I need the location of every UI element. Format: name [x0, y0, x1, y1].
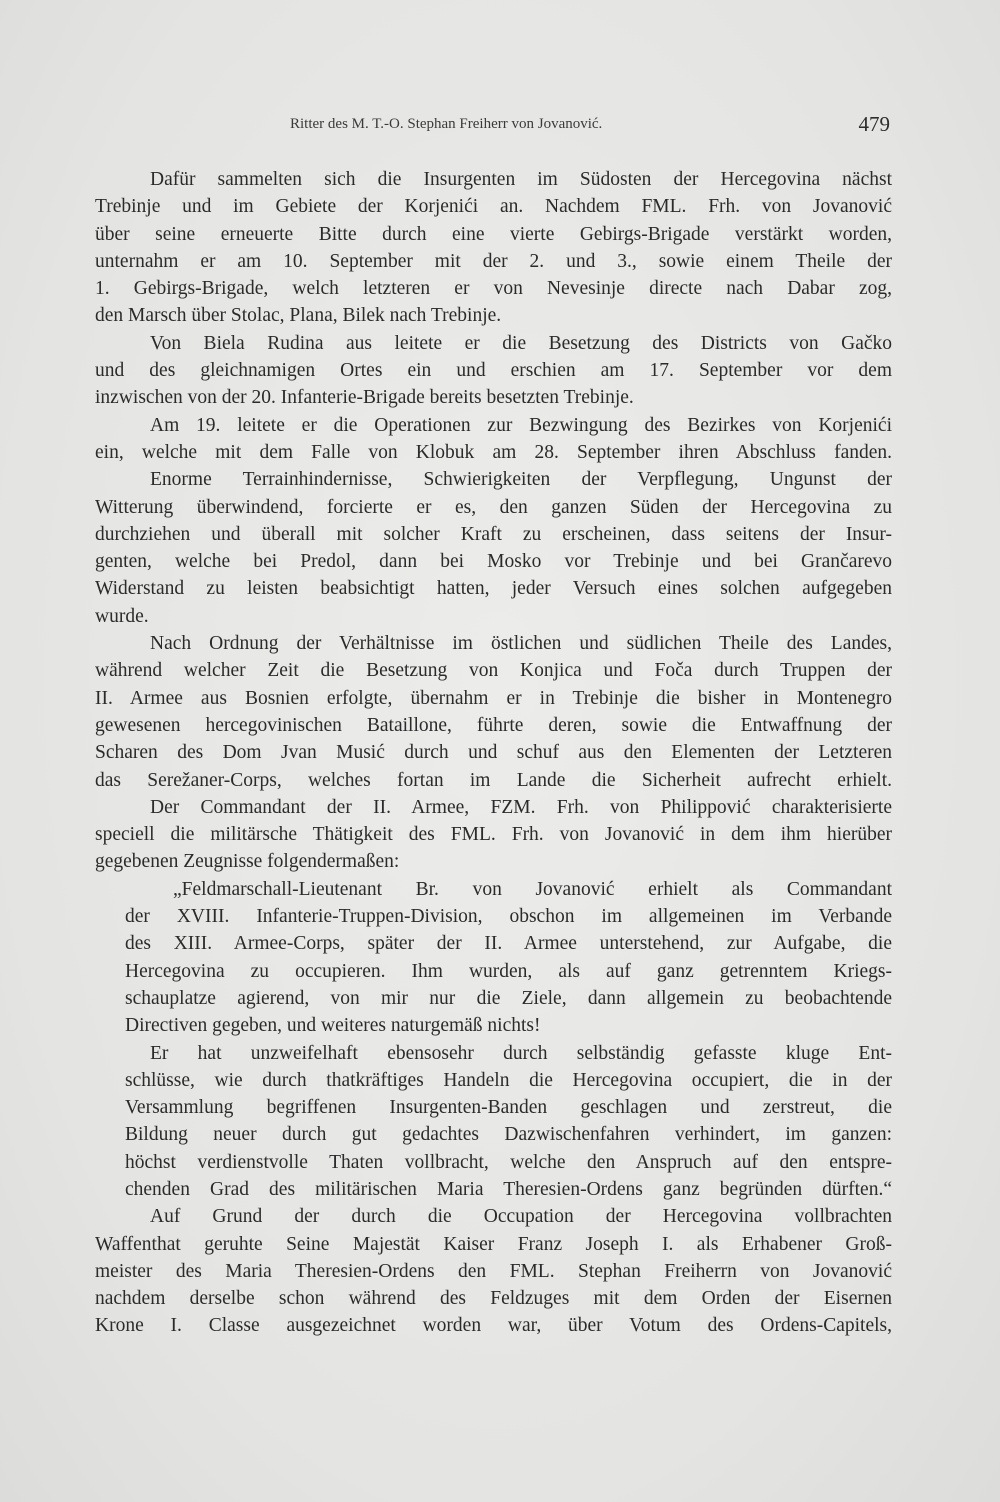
text-line: über seine erneuerte Bitte durch eine vierte Gebirgs-Brigade verstärkt worden, [95, 223, 892, 245]
text-line: Der Commandant der II. Armee, FZM. Frh. von Philippović charakterisierte [150, 796, 892, 818]
text-line: unternahm er am 10. September mit der 2. und 3., sowie einem Theile der [95, 250, 892, 272]
text-line: meister des Maria Theresien-Ordens den FML. Stephan Freiherrn von Jovanović [95, 1260, 892, 1282]
quote-line: höchst verdienstvolle Thaten vollbracht, welche den Anspruch auf den entspre- [125, 1151, 892, 1173]
quote-line: Directiven gegeben, und weiteres naturgemäß nichts! [125, 1015, 541, 1037]
quote-line: Hercegovina zu occupieren. Ihm wurden, als auf ganz getrenntem Kriegs- [125, 960, 892, 982]
text-line: 1. Gebirgs-Brigade, welch letzteren er von Nevesinje directe nach Dabar zog, [95, 278, 892, 300]
running-head: Ritter des M. T.-O. Stephan Freiherr von Jovanović. [290, 116, 603, 132]
text-line: Widerstand zu leisten beabsichtigt hatten, jeder Versuch eines solchen aufgegeben [95, 578, 892, 600]
text-line: Waffenthat geruhte Seine Majestät Kaiser Franz Joseph I. als Erhabener Groß- [95, 1233, 892, 1255]
quote-line: Er hat unzweifelhaft ebensosehr durch selbständig gefasste kluge Ent- [150, 1042, 892, 1064]
quote-line: schauplatze agierend, von mir nur die Ziele, dann allgemein zu beobachtende [125, 987, 892, 1009]
quote-line: der XVIII. Infanterie-Truppen-Division, obschon im allgemeinen im Verbande [125, 906, 892, 928]
text-line: Auf Grund der durch die Occupation der Hercegovina vollbrachten [150, 1206, 892, 1228]
text-line: gegebenen Zeugnisse folgendermaßen: [95, 851, 400, 873]
body-text [95, 166, 892, 1340]
quote-line: Bildung neuer durch gut gedachtes Dazwischenfahren verhindert, im ganzen: [125, 1124, 892, 1146]
text-line: Von Biela Rudina aus leitete er die Besetzung des Districts von Gačko [150, 332, 892, 354]
quote-line: Versammlung begriffenen Insurgenten-Banden geschlagen und zerstreut, die [125, 1097, 892, 1119]
page-header [95, 112, 890, 140]
quote-line: „Feldmarschall-Lieutenant Br. von Jovanović erhielt als Commandant [173, 878, 892, 900]
text-line: Krone I. Classe ausgezeichnet worden war, über Votum des Ordens-Capitels, [95, 1315, 892, 1337]
text-line: ein, welche mit dem Falle von Klobuk am 28. September ihren Abschluss fanden. [95, 441, 892, 463]
text-line: während welcher Zeit die Besetzung von Konjica und Foča durch Truppen der [95, 660, 892, 682]
text-line: Scharen des Dom Jvan Musić durch und schuf aus den Elementen der Letzteren [95, 742, 892, 764]
text-line: speciell die militärsche Thätigkeit des FML. Frh. von Jovanović in dem ihm hierüber [95, 824, 892, 846]
text-line: den Marsch über Stolac, Plana, Bilek nach Trebinje. [95, 305, 502, 327]
text-line: Am 19. leitete er die Operationen zur Bezwingung des Bezirkes von Korjenići [150, 414, 892, 436]
quote-line: chenden Grad des militärischen Maria Theresien-Ordens ganz begründen dürften.“ [125, 1178, 892, 1200]
text-line: und des gleichnamigen Ortes ein und erschien am 17. September vor dem [95, 360, 892, 382]
text-line: II. Armee aus Bosnien erfolgte, übernahm er in Trebinje die bisher in Montenegro [95, 687, 892, 709]
page-number: 479 [858, 112, 890, 136]
text-line: genten, welche bei Predol, dann bei Mosko vor Trebinje und bei Grančarevo [95, 551, 892, 573]
quote-line: schlüsse, wie durch thatkräftiges Handeln die Hercegovina occupiert, die in der [125, 1069, 892, 1091]
text-line: durchziehen und überall mit solcher Kraft zu erscheinen, dass seitens der Insur- [95, 523, 892, 545]
quote-line: des XIII. Armee-Corps, später der II. Armee unterstehend, zur Aufgabe, die [125, 933, 892, 955]
text-line: Trebinje und im Gebiete der Korjenići an. Nachdem FML. Frh. von Jovanović [95, 196, 892, 218]
text-line: Dafür sammelten sich die Insurgenten im Südosten der Hercegovina nächst [150, 169, 892, 190]
text-line: Enorme Terrainhindernisse, Schwierigkeiten der Verpflegung, Ungunst der [150, 469, 892, 491]
text-line: gewesenen hercegovinischen Bataillone, führte deren, sowie die Entwaffnung der [95, 714, 892, 736]
text-line: nachdem derselbe schon während des Feldzuges mit dem Orden der Eisernen [95, 1288, 892, 1310]
text-line: Nach Ordnung der Verhältnisse im östlichen und südlichen Theile des Landes, [150, 633, 892, 655]
text-line: inzwischen von der 20. Infanterie-Brigade bereits besetzten Trebinje. [95, 387, 634, 409]
text-line: Witterung überwindend, forcierte er es, den ganzen Süden der Hercegovina zu [95, 496, 892, 518]
text-line: das Serežaner-Corps, welches fortan im Lande die Sicherheit aufrecht erhielt. [95, 769, 892, 791]
text-line: wurde. [95, 605, 149, 627]
